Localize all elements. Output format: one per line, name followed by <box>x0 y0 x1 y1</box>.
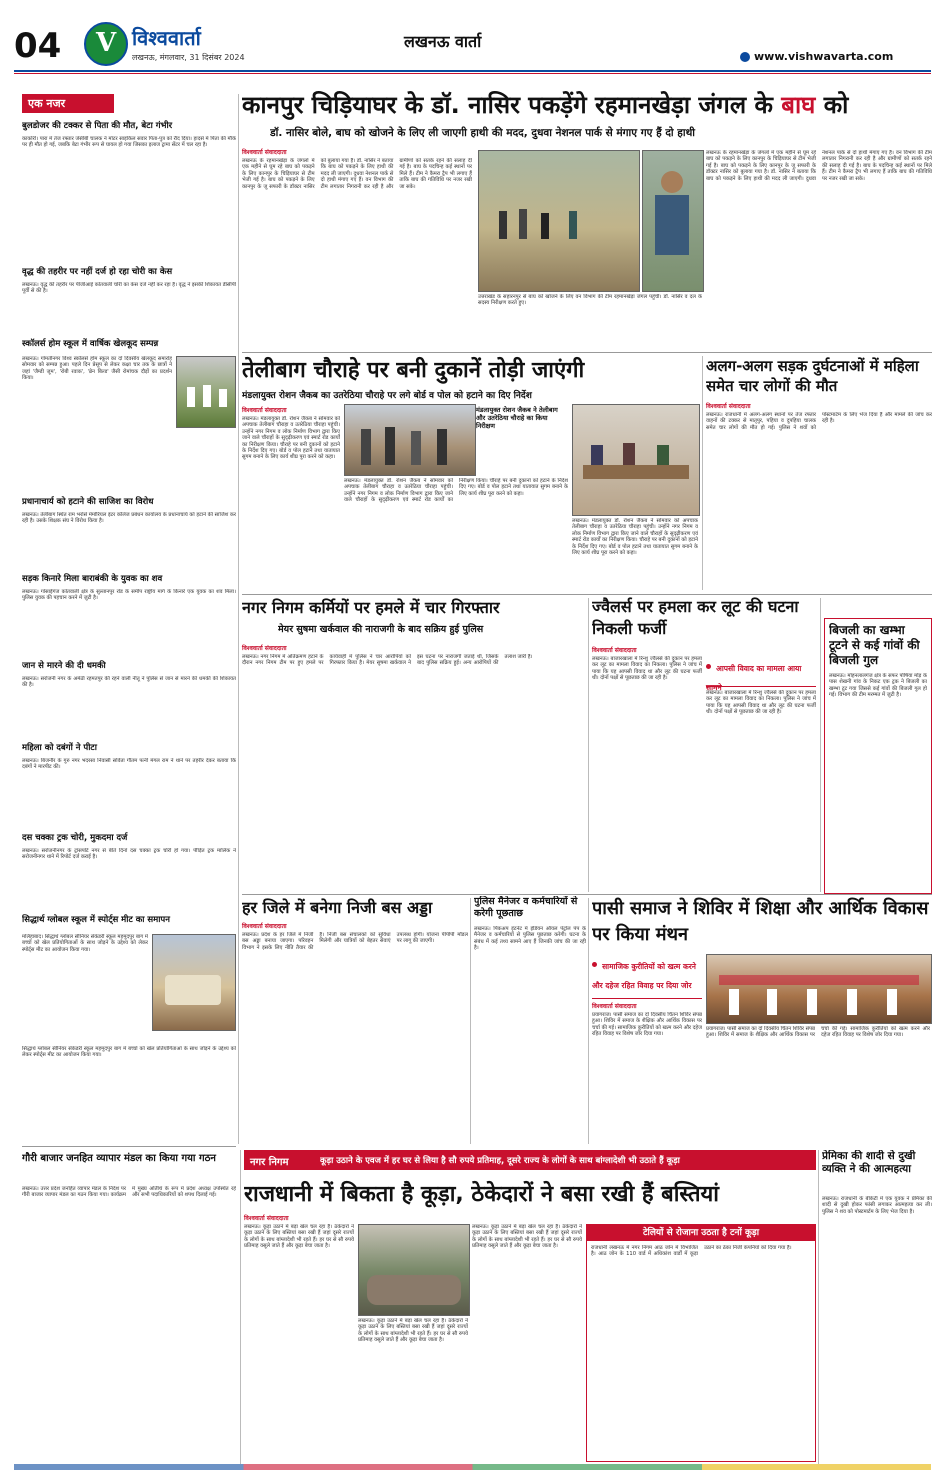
accidents-story <box>706 356 932 590</box>
lead-deck: डॉ. नासिर बोले, बाघ को खोजने के लिए ली जाएगी हाथी की मदद, दुधवा नेशनल पार्क से मंगाए गए हैं दो हाथी <box>270 127 696 139</box>
sports-photo <box>176 356 236 428</box>
strip <box>244 1150 816 1170</box>
sidebar-item-body-cont: सिद्धार्थ ग्लोबल सीनियर सेकेंडरी स्कूल महमूदपुर बाग में बच्चों को खेल प्रतियोगिताओं के साथ जोड़ने के उद्देश्य को लेकर स्पोर्ट्स मीट का आयोजन किया गया। <box>22 1046 236 1059</box>
sidebar-item-body: लखनऊ। बिजनौर के गुरु नगर भदरसा निवासी सविता गौतम पत्नी मंगल राम ने थाने पर तहरीर देकर बताया कि दबंगों ने मारपीट की। <box>22 758 236 771</box>
masthead-rule <box>14 70 931 72</box>
gauri-top-rule <box>22 1146 236 1147</box>
seminar-photo <box>706 954 932 1024</box>
sidebar-item-body: लखनऊ। तेलीबाग स्थित राम भरोसे मेमोरियल इंटर कॉलेज प्रबंधन कार्यालय के प्रधानाचार्य को हटाने की साजिश कर रही है। उसके शिक्षक संघ ने विरोध किया है। <box>22 512 236 525</box>
sidebar-item-body: लखनऊ। गोमतीनगर विश्व स्कॉलर्स होम स्कूल का दो दिवसीय खेलकूद समारोह सोमवार को सम्पन्न हुआ। पहले दिन प्रेसूप से लेकर कक्षा चार तक के छात्रों ने जहां 'जैम्डी जूम', 'रोबी रवाक', 'ब्रेन बिल्ड' जैसी रोमांचक दौड़ों का प्रदर्शन किया। <box>22 356 172 382</box>
brand-logo-icon: V <box>84 22 128 66</box>
gauri-body: लखनऊ। उत्तर प्रदेश जनहित व्यापार मंडल के निर्देश पर गौरी बाजार व्यापार मंडल का गठन किया गया। कार्यक्रम में मुख्य अतिथि के रूप में प्रदेश अध्यक्ष उपस्थित रहे और सभी पदाधिकारियों को शपथ दिलाई गई। <box>22 1186 236 1199</box>
garbage-section <box>244 1146 816 1464</box>
website[interactable]: www.vishwavarta.com <box>754 50 894 63</box>
jewellers-byline: विश्ववार्ता संवाददाता <box>592 647 637 654</box>
nagar-nigam-body: लखनऊ। नगर निगम में अतिक्रमण हटाने के दौरान नगर निगम टीम पर हुए हमले पर कार्यवाही में पुलिस ने चार आरोपियों को गिरफ्तार किया है। मेयर सुषमा खर्कवाल ने इस घटना पर नाराजगी जताई थी, जिसके बाद पुलिस सक्रिय हुई। अन्य आरोपियों की तलाश जारी है। <box>242 654 533 667</box>
nagar-nigam-deck: मेयर सुषमा खर्कवाल की नाराजगी के बाद सक्रिय हुई पुलिस <box>278 624 484 635</box>
nagar-nigam-divider <box>588 598 589 892</box>
telibagh-deck: मंडलायुक्त रोशन जैकब का उतरेठिया चौराहे पर लगे बोर्ड व पोल को हटाने का दिए निर्देश <box>242 391 532 401</box>
bus-adda-byline: विश्ववार्ता संवाददाता <box>242 923 287 930</box>
section-title: लखनऊ वार्ता <box>404 32 482 51</box>
school-sports-photo <box>152 934 236 1031</box>
pasi-story <box>592 896 932 1146</box>
meeting-photo <box>572 404 700 516</box>
sidebar-item-title: महिला को दबंगों ने पीटा <box>22 743 97 753</box>
sidebar-item-body: लखनऊ। सरोजनीनगर के ट्रांसपोर्ट नगर से बीते दिनों दस चक्का ट्रक चोरी हो गया। पीड़ित ट्रक मालिक ने सरोजनीनगर थाने में रिपोर्ट दर्ज कराई है। <box>22 848 236 861</box>
nagar-nigam-byline: विश्ववार्ता संवाददाता <box>242 645 287 652</box>
garbage-byline: विश्ववार्ता संवाददाता <box>244 1215 289 1222</box>
sidebar-item-title: जान से मारने की दी धमकी <box>22 661 106 671</box>
garbage-body-2: लखनऊ। कूड़ा उठाने में बड़ा खेल चल रहा है। ठेकेदारों ने कूड़ा उठाने के लिए बस्तियां बसा रखी हैं जहां दूसरे राज्यों के लोगों के साथ बांग्लादेशी भी रहते हैं। हर घर से सौ रुपये प्रतिमाह वसूले जाते हैं और कूड़ा बेचा जाता है। <box>358 1318 468 1344</box>
inspection-photo <box>344 404 476 476</box>
bus-adda-divider <box>470 898 471 1144</box>
bullet-icon <box>592 962 597 967</box>
electric-story <box>824 618 932 894</box>
pasi-body: प्रयागराज। पासी समाज का दो दिवसीय चिंतन शिविर संपन्न हुआ। शिविर में समाज के शैक्षिक और आर्थिक विकास पर चर्चा की गई। सामाजिक कुरीतियों को खत्म करने और दहेज रहित विवाह पर विशेष जोर दिया गया। <box>592 1012 702 1038</box>
dateline: लखनऊ, मंगलवार, 31 दिसंबर 2024 <box>132 53 245 62</box>
strip-text: कूड़ा उठाने के एवज में हर घर से लिया है सौ रुपये प्रतिमाह, दूसरे राज्य के लोगों के साथ बांग्लादेशी भी उठाते हैं कूड़ा <box>320 1156 680 1166</box>
police-divider <box>588 898 589 1144</box>
strip-label: नगर निगम <box>250 1157 289 1168</box>
sidebar-item-title: सिद्धार्थ ग्लोबल स्कूल में स्पोर्ट्स मीट का समापन <box>22 915 170 925</box>
lead-caption: उत्तराखंड के सहारनपुर से बाघ को खोजने के लिए वन विभाग की टीम रहमानखेड़ा जंगल पहुंची। डॉ. नासिर व दल के सदस्य निरीक्षण करते हुए। <box>478 294 702 307</box>
sidebar <box>14 94 236 1144</box>
masthead <box>0 0 945 75</box>
police-body: लखनऊ। पिकअप इंटर्नेट में इंडियन ऑयल पेट्रोल पंप के मैनेजर व कर्मचारियों से पुलिस पूछताछ करेगी। घटना के संबंध में कई तथ्य सामने आए हैं जिनकी जांच की जा रही है। <box>474 926 586 952</box>
police-story <box>474 896 586 1146</box>
police-headline: पुलिस मैनेजर व कर्मचारियों से करेगी पूछताछ <box>474 896 578 919</box>
lead-headline-red: बाघ <box>781 91 816 119</box>
telibagh-body: लखनऊ। मंडलायुक्त डॉ. रोशन जैकब ने सोमवार को अपचाक तेलीबाग चौराहा व उतरेठिया चौराहा पहुंची। उन्होंने नगर निगम व लोक निर्माण विभाग द्वारा किए जाने वाले चौराहों के सुदृढ़ीकरण एवं स्मार्ट रोड कार्यों का निरीक्षण किया। चौराहे पर बनी दुकानों को हटाने के निर्देश दिए गए। बोर्ड व पोल हटाने तथा यातायात सुगम बनाने के लिए कार्य शीघ्र पूरा करने को कहा। <box>242 416 340 461</box>
garbage-headline: राजधानी में बिकता है कूड़ा, ठेकेदारों ने बसा रखी हैं बस्तियां <box>244 1182 719 1207</box>
lover-headline: प्रेमिका की शादी से दुखी व्यक्ति ने की आत्महत्या <box>822 1150 916 1175</box>
pasi-tag <box>592 954 702 999</box>
bus-adda-headline: हर जिले में बनेगा निजी बस अड्डा <box>242 898 433 917</box>
lead-body: लखनऊ के रहमानखेड़ा के जंगलों में एक महीने से घूम रहे बाघ को पकड़ने के लिए कानपुर के चिड़ियाघर से टीम भेजी गई है। बाघ को पकड़ने के लिए कानपुर के जू सफारी के डॉक्टर नासिर को बुलाया गया है। डॉ. नासिर ने बताया कि बाघ को पकड़ने के लिए हाथी की मदद ली जाएगी। दुधवा नेशनल पार्क से दो हाथी मंगाए गए हैं। वन विभाग की टीम लगातार निगरानी कर रही है और ग्रामीणों को सतर्क रहने की सलाह दी गई है। बाघ के पदचिन्ह कई स्थानों पर मिले हैं। टीम ने कैमरा ट्रैप भी लगाए हैं ताकि बाघ की गतिविधि पर नजर रखी जा सके। <box>242 158 472 190</box>
lead-byline: विश्ववार्ता संवाददाता <box>242 149 287 156</box>
sidebar-item-body: काकोरी। पारा में तेज रफ्तार जेसीबी चालक ने मोटर साइकिल सवार पिता-पुत्र को रौंद दिया। हादसे में पिता की मौके पर ही मौत हो गई, जबकि बेटा गंभीर रूप से घायल हो गया जिसका इलाज ट्रामा सेंटर में चल रहा है। <box>22 136 236 149</box>
forest-ranger-photo <box>642 150 704 292</box>
garbage-body: लखनऊ। कूड़ा उठाने में बड़ा खेल चल रहा है। ठेकेदारों ने कूड़ा उठाने के लिए बस्तियां बसा रखी हैं जहां दूसरे राज्यों के लोगों के साथ बांग्लादेशी भी रहते हैं। हर घर से सौ रुपये प्रतिमाह वसूले जाते हैं और कूड़ा बेचा जाता है। <box>244 1224 354 1250</box>
pasi-body-2: प्रयागराज। पासी समाज का दो दिवसीय चिंतन शिविर संपन्न हुआ। शिविर में समाज के शैक्षिक और आर्थिक विकास पर चर्चा की गई। सामाजिक कुरीतियों को खत्म करने और दहेज रहित विवाह पर विशेष जोर दिया गया। <box>706 1026 930 1039</box>
lead-headline-tail: को <box>823 91 849 119</box>
lover-body: लखनऊ। राजधानी के बीकेटी में एक युवक ने प्रेमिका की शादी से दुखी होकर फांसी लगाकर आत्महत्या कर ली। पुलिस ने शव को पोस्टमार्टम के लिए भेज दिया है। <box>822 1196 932 1215</box>
telibagh-headline: तेलीबाग चौराहे पर बनी दुकानें तोड़ी जाएंगी <box>242 358 585 383</box>
page-number: 04 <box>14 26 62 66</box>
garbage-box-body: राजधानी लखनऊ में नगर निगम आठ जोन में विभाजित है। आठ जोन के 110 वार्ड में अधिकांश वार्डों में कूड़ा उठाने का ठेका निजी कंपनियों को दिया गया है। <box>591 1245 792 1258</box>
sidebar-header: एक नजर <box>22 94 114 113</box>
jewellers-story <box>592 596 818 892</box>
sidebar-item-body: लखनऊ। सरोजनी नगर के अमेठी रहमतपुर की रहने वाली नीतू ने पुलिस से जान से मारने की धमकी की शिकायत की है। <box>22 676 236 689</box>
sidebar-item-title: प्रधानाचार्य को हटाने की साजिश का विरोध <box>22 497 154 507</box>
garbage-photo <box>358 1224 470 1316</box>
telibagh-byline: विश्ववार्ता संवाददाता <box>242 407 287 414</box>
accidents-body: लखनऊ। राजधानी में अलग-अलग स्थानों पर तेज रफ्तार वाहनों की टक्कर से मातृपुर, पहिया व दुपहिया चालक समेत चार लोगों की मौत हो गई। पुलिस ने शवों को पोस्टमार्टम के लिए भेज दिया है और मामले की जांच कर रही है। <box>706 412 932 431</box>
sidebar-item-title: स्कॉलर्स होम स्कूल में वार्षिक खेलकूद सम्पन्न <box>22 339 159 349</box>
gauri-headline: गौरी बाजार जनहित व्यापार मंडल का किया गया गठन <box>22 1153 216 1164</box>
bus-adda-body: लखनऊ। प्रदेश के हर जिले में निजी बस अड्डा बनाया जाएगा। परिवहन विभाग ने इसके लिए नीति तैयार की है। निजी बस संचालकों को सुविधा मिलेगी और यात्रियों को बेहतर सेवाएं उपलब्ध होंगी। योजना पीपीपी मॉडल पर लागू की जाएगी। <box>242 932 468 951</box>
pasi-byline: विश्ववार्ता संवाददाता <box>592 1003 637 1010</box>
gauri-divider <box>240 1150 241 1464</box>
lead-headline-text: कानपुर चिड़ियाघर के डॉ. नासिर पकड़ेंगे रहमानखेड़ा जंगल के <box>242 91 773 119</box>
nagar-nigam-story <box>242 596 586 892</box>
sidebar-item-body: लखनऊ। वृद्ध की तहरीर पर पीजीआई कोतवाली चोरी का केस दर्ज नहीं कर रहा है। वृद्ध ने इसकी शिकायत डीसीपी पूर्वी से की है। <box>22 282 236 295</box>
jewellers-tag-text: आपसी विवाद का मामला आया सामने <box>706 664 802 692</box>
garbage-box-title: टेलियों से रोजाना उठता है टनों कूड़ा <box>587 1225 815 1241</box>
telibagh-story <box>242 354 700 590</box>
jewellers-tag <box>706 656 816 692</box>
sidebar-item-body: मलिहाबाद। सिद्धार्थ ग्लोबल सीनियर सेकेंडरी स्कूल महमूदपुर बाग में बच्चों को खेल प्रतियोगिताओं के साथ जोड़ने के उद्देश्य को लेकर स्पोर्ट्स मीट का आयोजन किया गया। <box>22 934 148 953</box>
sidebar-divider <box>238 94 239 1144</box>
gauri-story <box>14 1146 240 1464</box>
sidebar-item-title: सड़क किनारे मिला बाराबंकी के युवक का शव <box>22 574 163 584</box>
garbage-divider <box>818 1150 819 1464</box>
telibagh-body-2: लखनऊ। मंडलायुक्त डॉ. रोशन जैकब ने सोमवार को अपचाक तेलीबाग चौराहा व उतरेठिया चौराहा पहुंची। उन्होंने नगर निगम व लोक निर्माण विभाग द्वारा किए जाने वाले चौराहों के सुदृढ़ीकरण एवं स्मार्ट रोड कार्यों का निरीक्षण किया। चौराहे पर बनी दुकानों को हटाने के निर्देश दिए गए। बोर्ड व पोल हटाने तथा यातायात सुगम बनाने के लिए कार्य शीघ्र पूरा करने को कहा। <box>344 478 568 504</box>
pasi-headline: पासी समाज ने शिविर में शिक्षा और आर्थिक विकास पर किया मंथन <box>592 898 929 945</box>
bullet-icon <box>706 664 711 669</box>
nagar-nigam-headline: नगर निगम कर्मियों पर हमले में चार गिरफ्तार <box>242 598 500 617</box>
sidebar-item-title: दस चक्का ट्रक चोरी, मुकदमा दर्ज <box>22 833 128 843</box>
jewellers-body: लखनऊ। बाजारखाला में रिन्शु ज्वैलर्स की दुकान पर हमला कर लूट का मामला विवाद का निकला। पुलिस ने जांच में पाया कि यह आपसी विवाद था और लूट की घटना फर्जी थी। दोनों पक्षों से पूछताछ की जा रही है। <box>592 656 702 682</box>
electric-headline: बिजली का खम्भा टूटने से कई गांवों की बिजली गुल <box>829 623 920 667</box>
lead-body-right: लखनऊ के रहमानखेड़ा के जंगलों में एक महीने से घूम रहे बाघ को पकड़ने के लिए कानपुर के चिड़ियाघर से टीम भेजी गई है। बाघ को पकड़ने के लिए कानपुर के जू सफारी के डॉक्टर नासिर को बुलाया गया है। डॉ. नासिर ने बताया कि बाघ को पकड़ने के लिए हाथी की मदद ली जाएगी। दुधवा नेशनल पार्क से दो हाथी मंगाए गए हैं। वन विभाग की टीम लगातार निगरानी कर रही है और ग्रामीणों को सतर्क रहने की सलाह दी गई है। बाघ के पदचिन्ह कई स्थानों पर मिले हैं। टीम ने कैमरा ट्रैप भी लगाए हैं ताकि बाघ की गतिविधि पर नजर रखी जा सके। <box>706 150 932 182</box>
telibagh-caption: मंडलायुक्त रोशन जैकब ने तेलीबाग और उतरेठिया चौराहे का किया निरीक्षण <box>476 406 558 430</box>
telibagh-divider <box>702 356 703 590</box>
lead-headline <box>242 88 932 121</box>
electric-body: लखनऊ। मोहनलालगंज क्षेत्र के सफर पोषिया मोड़ के पास शेखनी गांव के निकट एक ट्रक ने बिजली का खम्भा टूट गया जिससे कई गांवों की बिजली गुल हो गई। विभाग की टीम मरम्मत में जुटी है। <box>829 673 927 699</box>
telibagh-body-3: लखनऊ। मंडलायुक्त डॉ. रोशन जैकब ने सोमवार को अपचाक तेलीबाग चौराहा व उतरेठिया चौराहा पहुंची। उन्होंने नगर निगम व लोक निर्माण विभाग द्वारा किए जाने वाले चौराहों के सुदृढ़ीकरण एवं स्मार्ट रोड कार्यों का निरीक्षण किया। चौराहे पर बनी दुकानों को हटाने के निर्देश दिए गए। बोर्ड व पोल हटाने तथा यातायात सुगम बनाने के लिए कार्य शीघ्र पूरा करने को कहा। <box>572 518 698 557</box>
forest-team-photo <box>478 150 640 292</box>
jewellers-body-2: लखनऊ। बाजारखाला में रिन्शु ज्वैलर्स की दुकान पर हमला कर लूट का मामला विवाद का निकला। पुलिस ने जांच में पाया कि यह आपसी विवाद था और लूट की घटना फर्जी थी। दोनों पक्षों से पूछताछ की जा रही है। <box>706 690 816 716</box>
sidebar-item-body: लखनऊ। गोसाईंगंज कोतवाली क्षेत्र के सुल्तानपुर रोड के समीप राष्ट्रीय मार्ग के किनारे एक युवक का शव मिला। पुलिस युवक की पहचान करने में जुटी है। <box>22 589 236 602</box>
accidents-headline: अलग-अलग सड़क दुर्घटनाओं में महिला समेत चार लोगों की मौत <box>706 357 919 395</box>
lead-story <box>242 88 932 348</box>
brand-name: विश्ववार्ता <box>132 26 201 50</box>
bus-adda-story <box>242 896 468 1146</box>
sidebar-item-title: बुलडोजर की टक्कर से पिता की मौत, बेटा गंभीर <box>22 121 173 131</box>
accidents-byline: विश्ववार्ता संवाददाता <box>706 403 751 410</box>
sidebar-item-title: वृद्ध की तहरीर पर नहीं दर्ज हो रहा चोरी का केस <box>22 267 173 277</box>
mid-rule-1 <box>242 594 932 595</box>
lead-bottom-rule <box>242 352 932 353</box>
masthead-rule-red <box>14 73 931 74</box>
globe-icon <box>740 52 750 62</box>
jewellers-divider <box>820 598 821 892</box>
garbage-body-3: लखनऊ। कूड़ा उठाने में बड़ा खेल चल रहा है। ठेकेदारों ने कूड़ा उठाने के लिए बस्तियां बसा रखी हैं जहां दूसरे राज्यों के लोगों के साथ बांग्लादेशी भी रहते हैं। हर घर से सौ रुपये प्रतिमाह वसूले जाते हैं और कूड़ा बेचा जाता है। <box>472 1224 582 1250</box>
lover-story <box>822 1146 932 1464</box>
jewellers-headline: ज्वैलर्स पर हमला कर लूट की घटना निकली फर्जी <box>592 597 799 638</box>
pasi-tag-text: सामाजिक कुरीतियों को खत्म करने और दहेज रहित विवाह पर दिया जोर <box>592 962 696 990</box>
garbage-box <box>586 1224 816 1462</box>
footer-strip <box>14 1464 931 1470</box>
mid-rule-2 <box>242 894 932 895</box>
